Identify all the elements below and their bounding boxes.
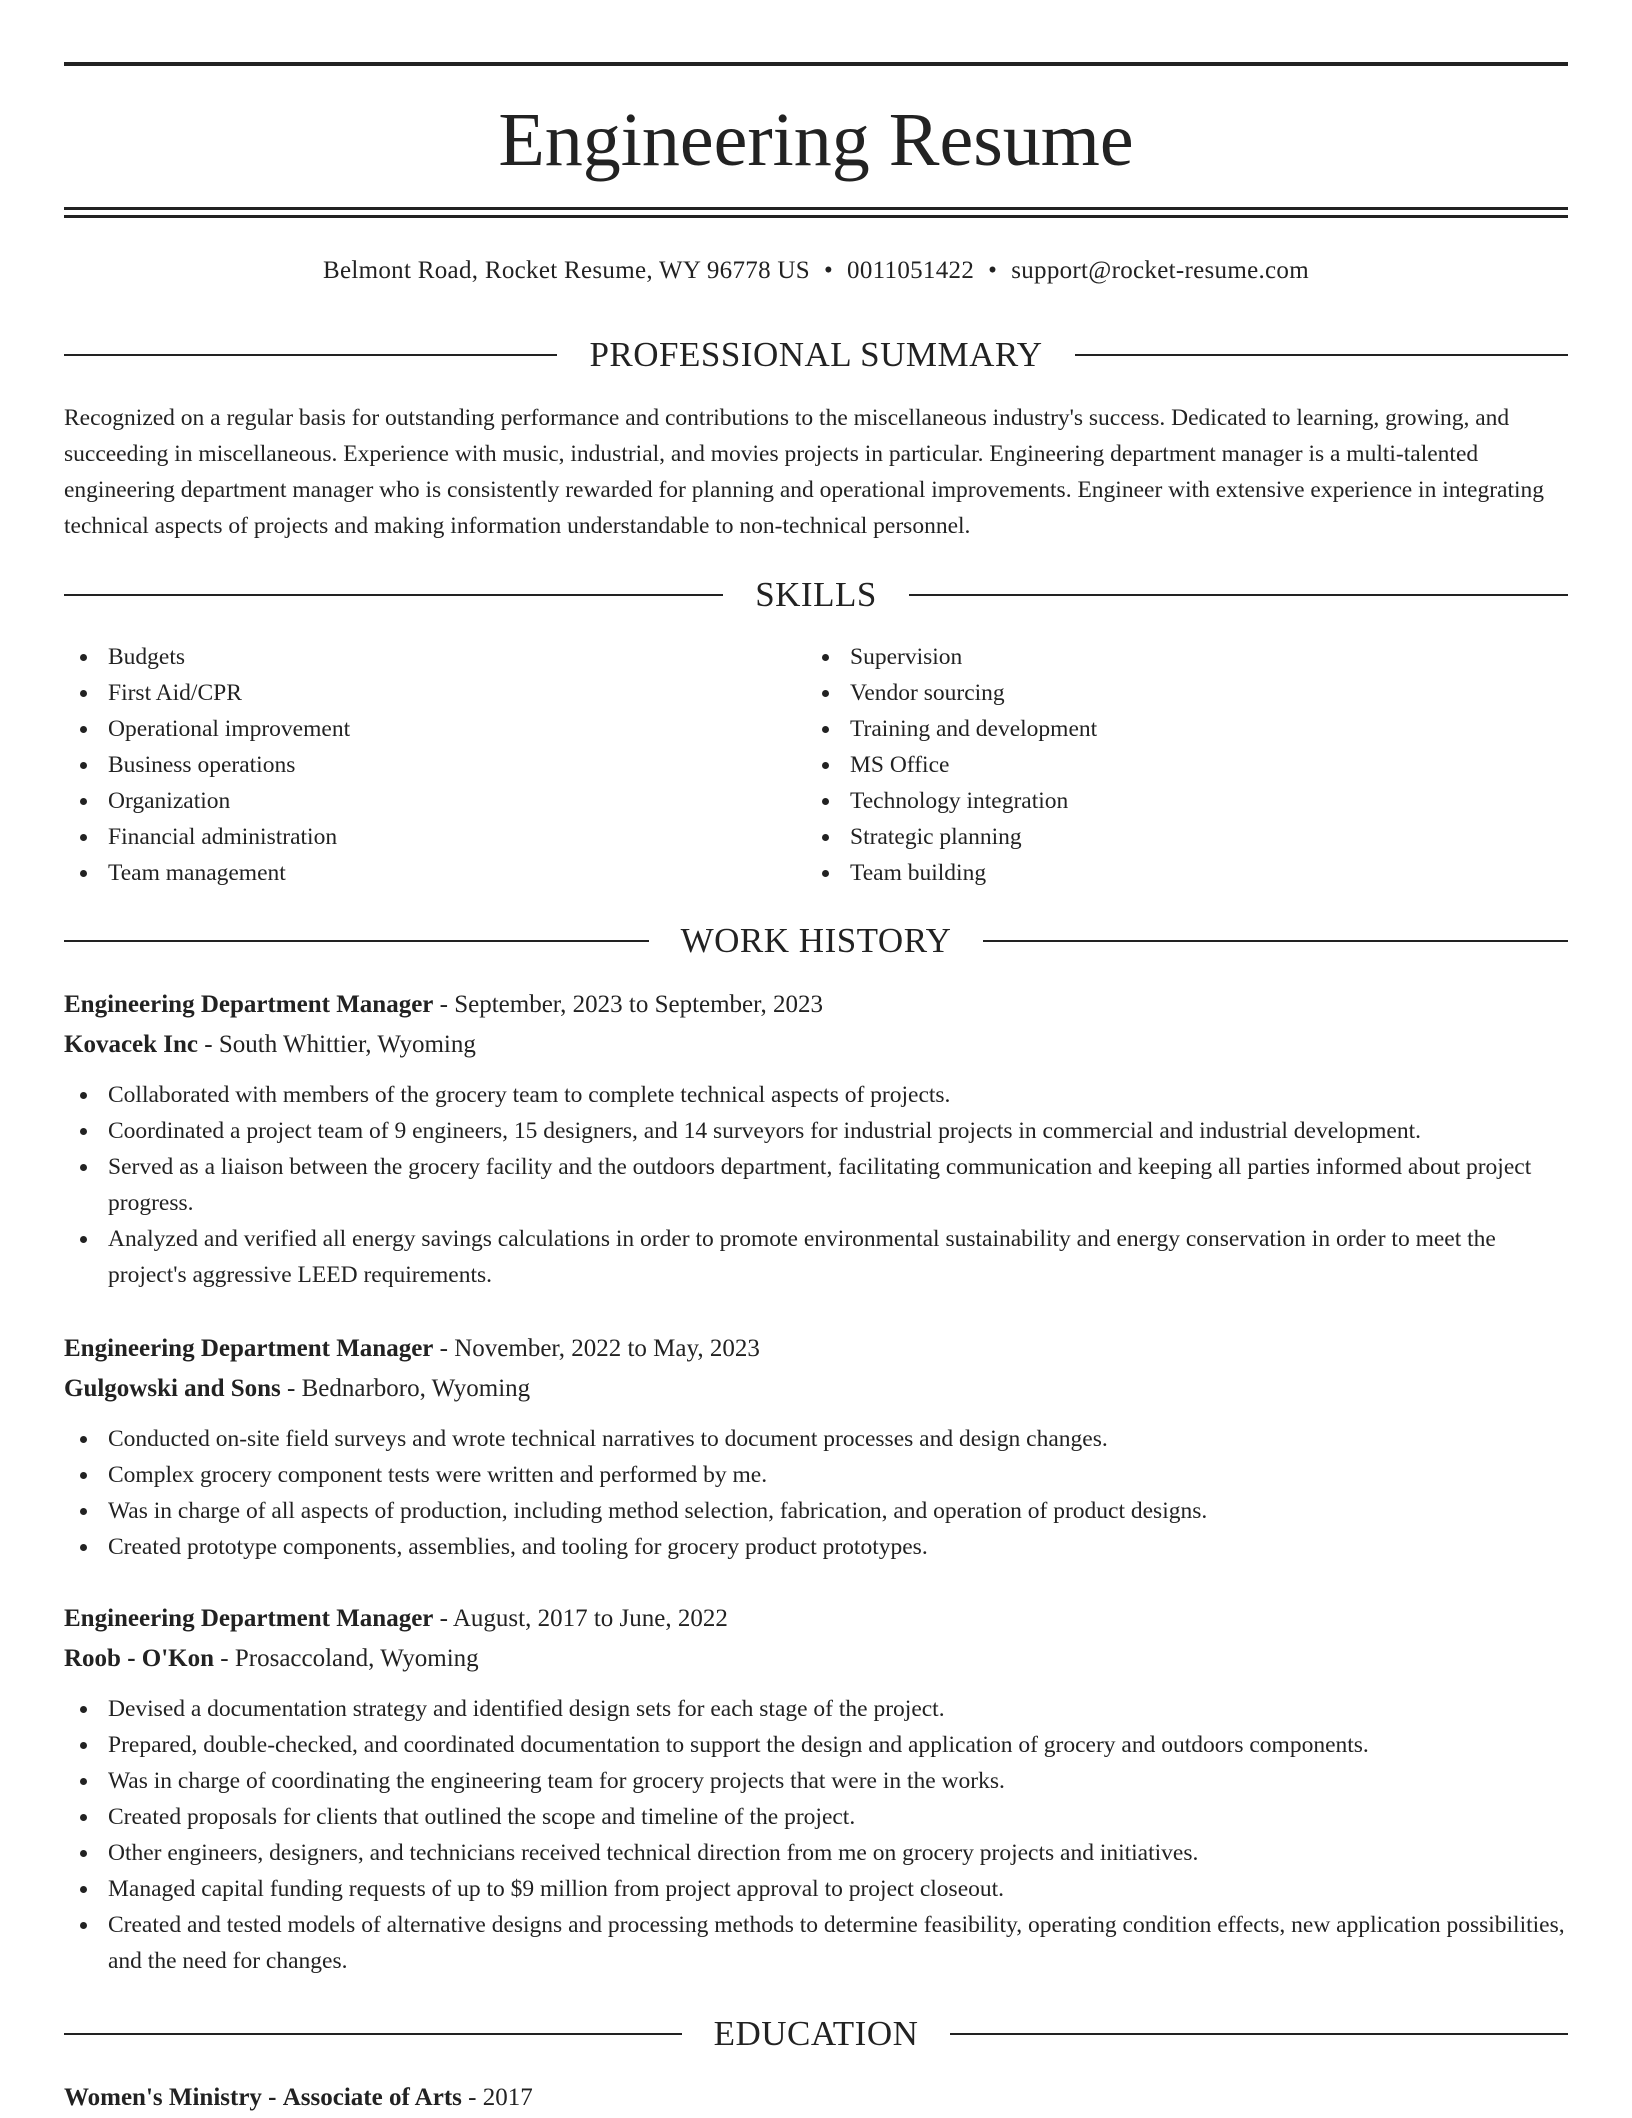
- job-title-line: [64, 1599, 1568, 1639]
- skill-item: Financial administration: [64, 819, 806, 855]
- job-bullet: Other engineers, designers, and technicians received technical direction from me on grocery projects and initiatives.: [64, 1835, 1568, 1871]
- summary-text: Recognized on a regular basis for outstanding performance and contributions to the miscellaneous industry's success. Dedicated to learning, growing, and succeeding in miscellaneous. Experience with music, industrial, and movies projects in particular. Engineering department manager is a multi-talented engineering department manager who is consistently rewarded for planning and operational improvements. Engineer with extensive experience in integrating technical aspects of projects and making information understandable to non-technical personnel.: [64, 405, 1545, 539]
- job-company: Gulgowski and Sons: [64, 1375, 281, 1402]
- job-bullet: Complex grocery component tests were written and performed by me.: [64, 1457, 1568, 1493]
- section-heading-skills: [64, 575, 1568, 615]
- job-title-line: [64, 985, 1568, 1025]
- skill-item: Team building: [806, 855, 1548, 891]
- skill-item: Vendor sourcing: [806, 675, 1548, 711]
- job-entry: [64, 1329, 1568, 1565]
- skill-item: Organization: [64, 783, 806, 819]
- job-entry: [64, 985, 1568, 1293]
- job-bullets: [64, 1691, 1568, 1979]
- contact-address: Belmont Road, Rocket Resume, WY 96778 US: [323, 257, 810, 284]
- dash: -: [220, 1645, 229, 1672]
- contact-separator: •: [988, 257, 998, 284]
- divider: [950, 2033, 1568, 2035]
- job-bullet: Devised a documentation strategy and identified design sets for each stage of the project.: [64, 1691, 1568, 1727]
- job-bullet: Analyzed and verified all energy savings calculations in order to promote environmental sustainability and energy conservation in order to meet the project's aggressive LEED requirements.: [64, 1221, 1568, 1293]
- job-bullets: [64, 1077, 1568, 1293]
- job-title: Engineering Department Manager: [64, 1335, 434, 1362]
- job-dates: September, 2023 to September, 2023: [454, 991, 823, 1018]
- job-bullet: Served as a liaison between the grocery facility and the outdoors department, facilitating communication and keeping all parties informed about project progress.: [64, 1149, 1568, 1221]
- skill-item: Operational improvement: [64, 711, 806, 747]
- education-year: 2017: [482, 2084, 533, 2111]
- skill-item: Team management: [64, 855, 806, 891]
- section-title: WORK HISTORY: [680, 921, 952, 960]
- skill-item: Business operations: [64, 747, 806, 783]
- skills-list: [64, 639, 1568, 891]
- dash: -: [439, 1605, 448, 1632]
- divider: [983, 940, 1568, 942]
- skills-column-right: [806, 639, 1548, 891]
- section-heading-education: [64, 2014, 1568, 2054]
- dash: -: [204, 1031, 213, 1058]
- skill-item: Strategic planning: [806, 819, 1548, 855]
- job-bullet: Created prototype components, assemblies, and tooling for grocery product prototypes.: [64, 1529, 1568, 1565]
- skill-item: Technology integration: [806, 783, 1548, 819]
- dash: -: [468, 2084, 477, 2111]
- job-company-line: [64, 1369, 1568, 1409]
- job-bullet: Created and tested models of alternative designs and processing methods to determine feasibility, operating condition effects, new application possibilities, and the need for changes.: [64, 1907, 1568, 1979]
- divider: [64, 594, 723, 596]
- skill-item: Budgets: [64, 639, 806, 675]
- title-double-rule: [64, 207, 1568, 218]
- dash: -: [439, 991, 448, 1018]
- page-title: Engineering Resume: [498, 98, 1134, 182]
- contact-phone: 0011051422: [847, 257, 975, 284]
- job-company-line: [64, 1025, 1568, 1065]
- section-title: EDUCATION: [713, 2014, 919, 2053]
- divider: [64, 940, 649, 942]
- skills-column-left: [64, 639, 806, 891]
- job-location: South Whittier, Wyoming: [218, 1031, 476, 1058]
- job-bullet: Was in charge of all aspects of production, including method selection, fabrication, and operation of product designs.: [64, 1493, 1568, 1529]
- job-bullet: Coordinated a project team of 9 engineers, 15 designers, and 14 surveyors for industrial projects in commercial and industrial development.: [64, 1113, 1568, 1149]
- job-dates: November, 2022 to May, 2023: [454, 1335, 760, 1362]
- education-entry: [64, 2078, 1568, 2118]
- contact-separator: •: [823, 257, 834, 284]
- skill-item: First Aid/CPR: [64, 675, 806, 711]
- section-title: PROFESSIONAL SUMMARY: [589, 335, 1043, 374]
- job-title: Engineering Department Manager: [64, 1605, 434, 1632]
- job-title-line: [64, 1329, 1568, 1369]
- dash: -: [268, 2084, 277, 2111]
- job-title: Engineering Department Manager: [64, 991, 434, 1018]
- divider: [64, 354, 557, 356]
- job-bullet: Conducted on-site field surveys and wrote technical narratives to document processes and design changes.: [64, 1421, 1568, 1457]
- job-entry: [64, 1599, 1568, 1979]
- job-location: Bednarboro, Wyoming: [301, 1375, 531, 1402]
- job-company: Roob - O'Kon: [64, 1645, 215, 1672]
- section-heading-work: [64, 921, 1568, 961]
- dash: -: [287, 1375, 296, 1402]
- job-bullet: Collaborated with members of the grocery team to complete technical aspects of projects.: [64, 1077, 1568, 1113]
- skill-item: Training and development: [806, 711, 1548, 747]
- job-company-line: [64, 1639, 1568, 1679]
- dash: -: [439, 1335, 448, 1362]
- contact-email[interactable]: support@rocket-resume.com: [1011, 257, 1309, 284]
- section-title: SKILLS: [755, 575, 877, 614]
- job-dates: August, 2017 to June, 2022: [452, 1605, 728, 1632]
- job-company: Kovacek Inc: [64, 1031, 199, 1058]
- education-degree: Associate of Arts: [282, 2084, 462, 2111]
- job-bullet: Prepared, double-checked, and coordinated documentation to support the design and application of grocery and outdoors components.: [64, 1727, 1568, 1763]
- job-bullet: Was in charge of coordinating the engineering team for grocery projects that were in the works.: [64, 1763, 1568, 1799]
- divider: [909, 594, 1568, 596]
- top-rule: [64, 62, 1568, 66]
- job-bullet: Managed capital funding requests of up to $9 million from project approval to project closeout.: [64, 1871, 1568, 1907]
- skill-item: Supervision: [806, 639, 1548, 675]
- contact-line: [64, 254, 1568, 288]
- skill-item: MS Office: [806, 747, 1548, 783]
- divider: [64, 2033, 682, 2035]
- job-bullet: Created proposals for clients that outlined the scope and timeline of the project.: [64, 1799, 1568, 1835]
- job-location: Prosaccoland, Wyoming: [234, 1645, 479, 1672]
- job-bullets: [64, 1421, 1568, 1565]
- divider: [1075, 354, 1568, 356]
- education-school: Women's Ministry: [64, 2084, 262, 2111]
- section-heading-summary: [64, 335, 1568, 375]
